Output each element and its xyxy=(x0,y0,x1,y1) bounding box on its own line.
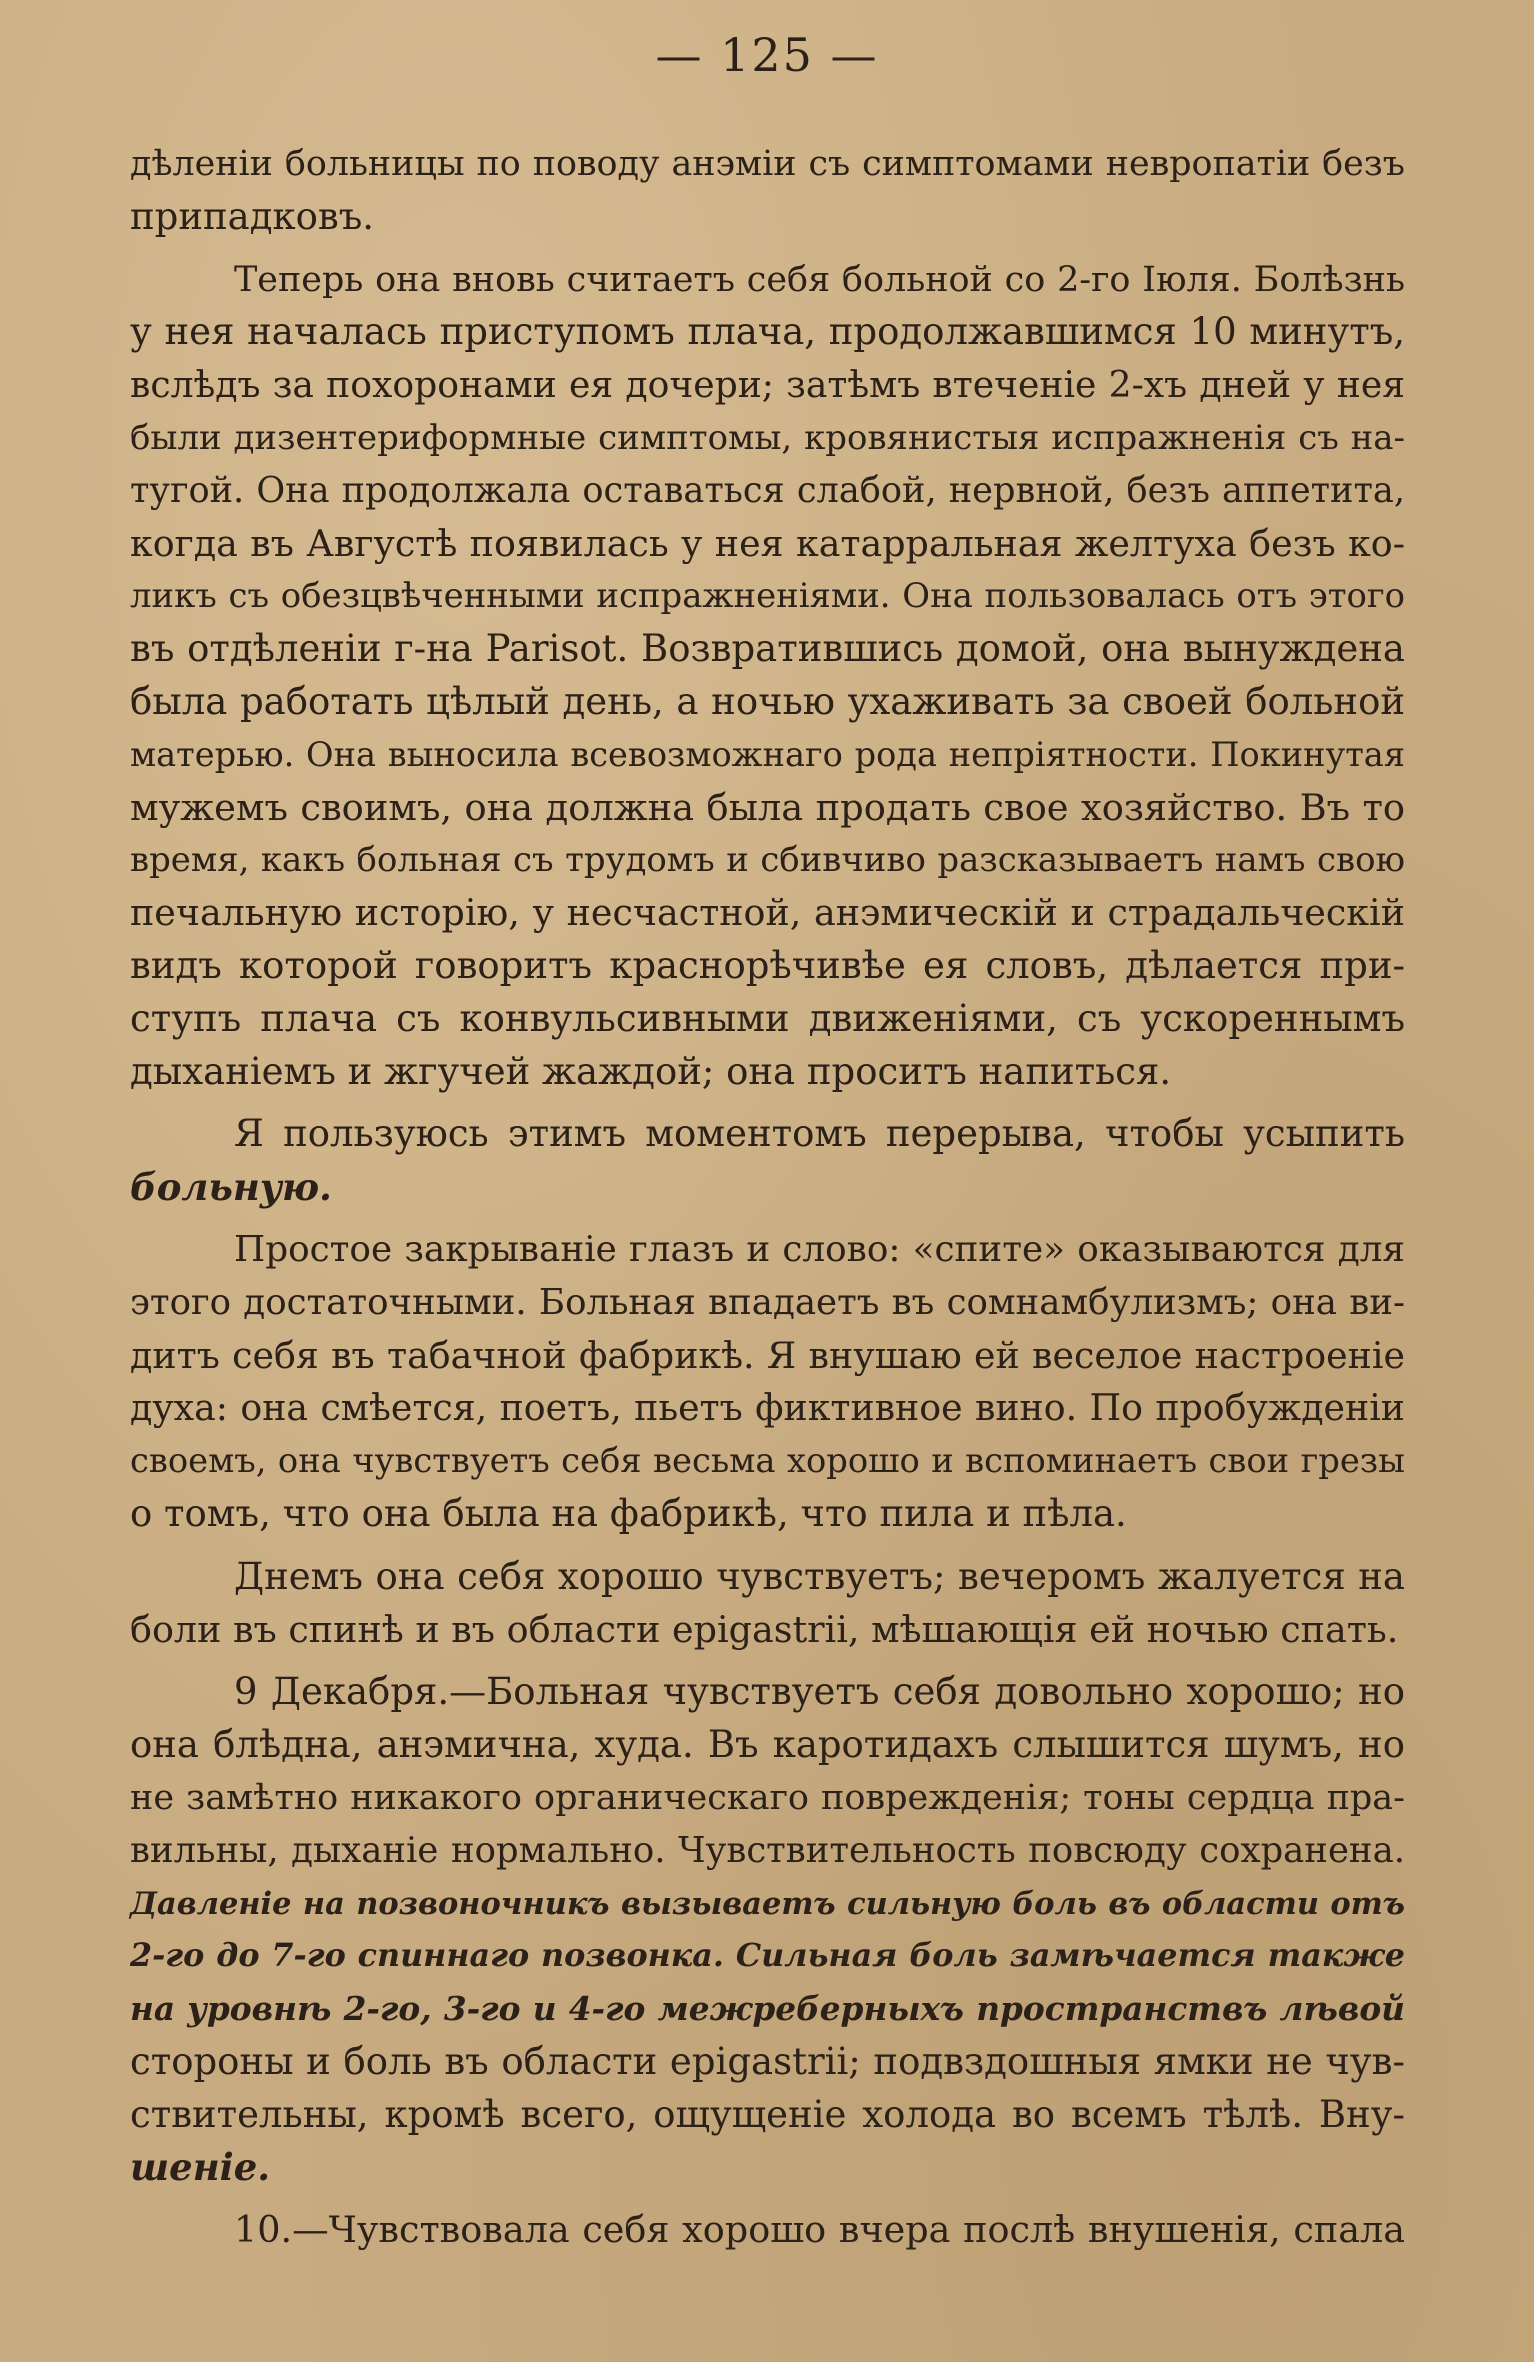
paragraph xyxy=(130,1108,1405,1214)
text-line: вильны, дыханiе нормально. Чувствительность повсюду сохранена. xyxy=(130,1829,1405,1871)
text-line: своемъ, она чувствуетъ себя весьма хорошо и вспоминаетъ свои грезы xyxy=(130,1441,1405,1481)
text-line: когда въ Августѣ появилась у нея катарральная желтуха безъ ко- xyxy=(130,521,1405,565)
text-line: 10.—Чувствовала себя хорошо вчера послѣ внушенiя, спала xyxy=(234,2208,1405,2252)
text-line: дитъ себя въ табачной фабрикѣ. Я внушаю ей веселое настроенiе xyxy=(130,1333,1405,1377)
text-line: 9 Декабря.—Больная чувствуетъ себя довольно хорошо; но xyxy=(234,1670,1405,1714)
text-line: больную. xyxy=(130,1165,332,1210)
paragraph xyxy=(130,1224,1405,1541)
text-line: припадковъ. xyxy=(130,194,375,238)
text-line: Теперь она вновь считаетъ себя больной со 2-го Iюля. Болѣзнь xyxy=(234,259,1405,300)
text-line: въ отдѣленiи г-на Parisot. Возвратившись домой, она вынуждена xyxy=(130,627,1405,671)
text-line: печальную исторiю, у несчастной, анэмическiй и страдальческiй xyxy=(130,891,1405,935)
body-text xyxy=(130,138,1405,2257)
text-line: не замѣтно никакого органическаго поврежденiя; тоны сердца пра- xyxy=(130,1777,1405,1818)
text-line: мужемъ своимъ, она должна была продать свое хозяйство. Въ то xyxy=(130,785,1405,829)
paragraph xyxy=(130,1551,1405,1657)
text-line: 2-го до 7-го спиннаго позвонка. Сильная боль замѣчается также xyxy=(130,1937,1405,1975)
text-line: ствительны, кромѣ всего, ощущенiе холода во всемъ тѣлѣ. Вну- xyxy=(130,2092,1405,2136)
text-line: видъ которой говоритъ краснорѣчивѣе ея словъ, дѣлается при- xyxy=(130,943,1405,987)
text-line: дыханiемъ и жгучей жаждой; она проситъ напиться. xyxy=(130,1049,1172,1093)
text-line: Простое закрыванiе глазъ и слово: «спите» оказываются для xyxy=(234,1228,1405,1270)
text-line: время, какъ больная съ трудомъ и сбивчиво разсказываетъ намъ свою xyxy=(130,840,1405,880)
text-line: тугой. Она продолжала оставаться слабой, нервной, безъ аппетита, xyxy=(130,469,1405,511)
text-line: были дизентериформные симптомы, кровянистыя испражненiя съ на- xyxy=(130,417,1405,458)
paragraph xyxy=(130,254,1405,1099)
paragraph xyxy=(130,138,1405,244)
text-line: стороны и боль въ области epigastrii; подвздошныя ямки не чув- xyxy=(130,2039,1405,2083)
paragraph xyxy=(130,1666,1405,2194)
text-line: ступъ плача съ конвульсивными движенiями, съ ускореннымъ xyxy=(130,996,1405,1040)
text-line: она блѣдна, анэмична, худа. Въ каротидахъ слышится шумъ, но xyxy=(130,1723,1405,1767)
text-line: о томъ, что она была на фабрикѣ, что пила и пѣла. xyxy=(130,1491,1127,1535)
text-line: Днемъ она себя хорошо чувствуетъ; вечеромъ жалуется на xyxy=(234,1554,1405,1598)
text-line: боли въ спинѣ и въ области epigastrii, мѣшающiя ей ночью спать. xyxy=(130,1607,1399,1651)
text-line: ликъ съ обезцвѣченными испражненiями. Она пользовалась отъ этого xyxy=(130,576,1405,616)
text-line: была работать цѣлый день, а ночью ухаживать за своей больной xyxy=(130,679,1405,723)
text-line: матерью. Она выносила всевозможнаго рода непрiятности. Покинутая xyxy=(130,734,1405,774)
page-number: — 125 — xyxy=(655,28,879,82)
text-line: на уровнѣ 2-го, 3-го и 4-го межреберныхъ пространствъ лѣвой xyxy=(130,1989,1405,2029)
text-line: шенiе. xyxy=(130,2145,271,2190)
text-line: дѣленiи больницы по поводу анэмiи съ симптомами невропатiи безъ xyxy=(130,144,1405,184)
text-line: этого достаточными. Больная впадаетъ въ сомнамбулизмъ; она ви- xyxy=(130,1281,1405,1323)
text-line: духа: она смѣется, поетъ, пьетъ фиктивное вино. По пробужденiи xyxy=(130,1386,1405,1430)
text-line: Давленiе на позвоночникъ вызываетъ сильную боль въ области отъ xyxy=(130,1885,1405,1922)
paragraph xyxy=(130,2204,1405,2257)
text-line: Я пользуюсь этимъ моментомъ перерыва, чтобы усыпить xyxy=(234,1112,1405,1156)
text-line: вслѣдъ за похоронами ея дочери; затѣмъ втеченiе 2-хъ дней у нея xyxy=(130,363,1405,407)
text-line: у нея началась приступомъ плача, продолжавшимся 10 минутъ, xyxy=(130,310,1405,354)
